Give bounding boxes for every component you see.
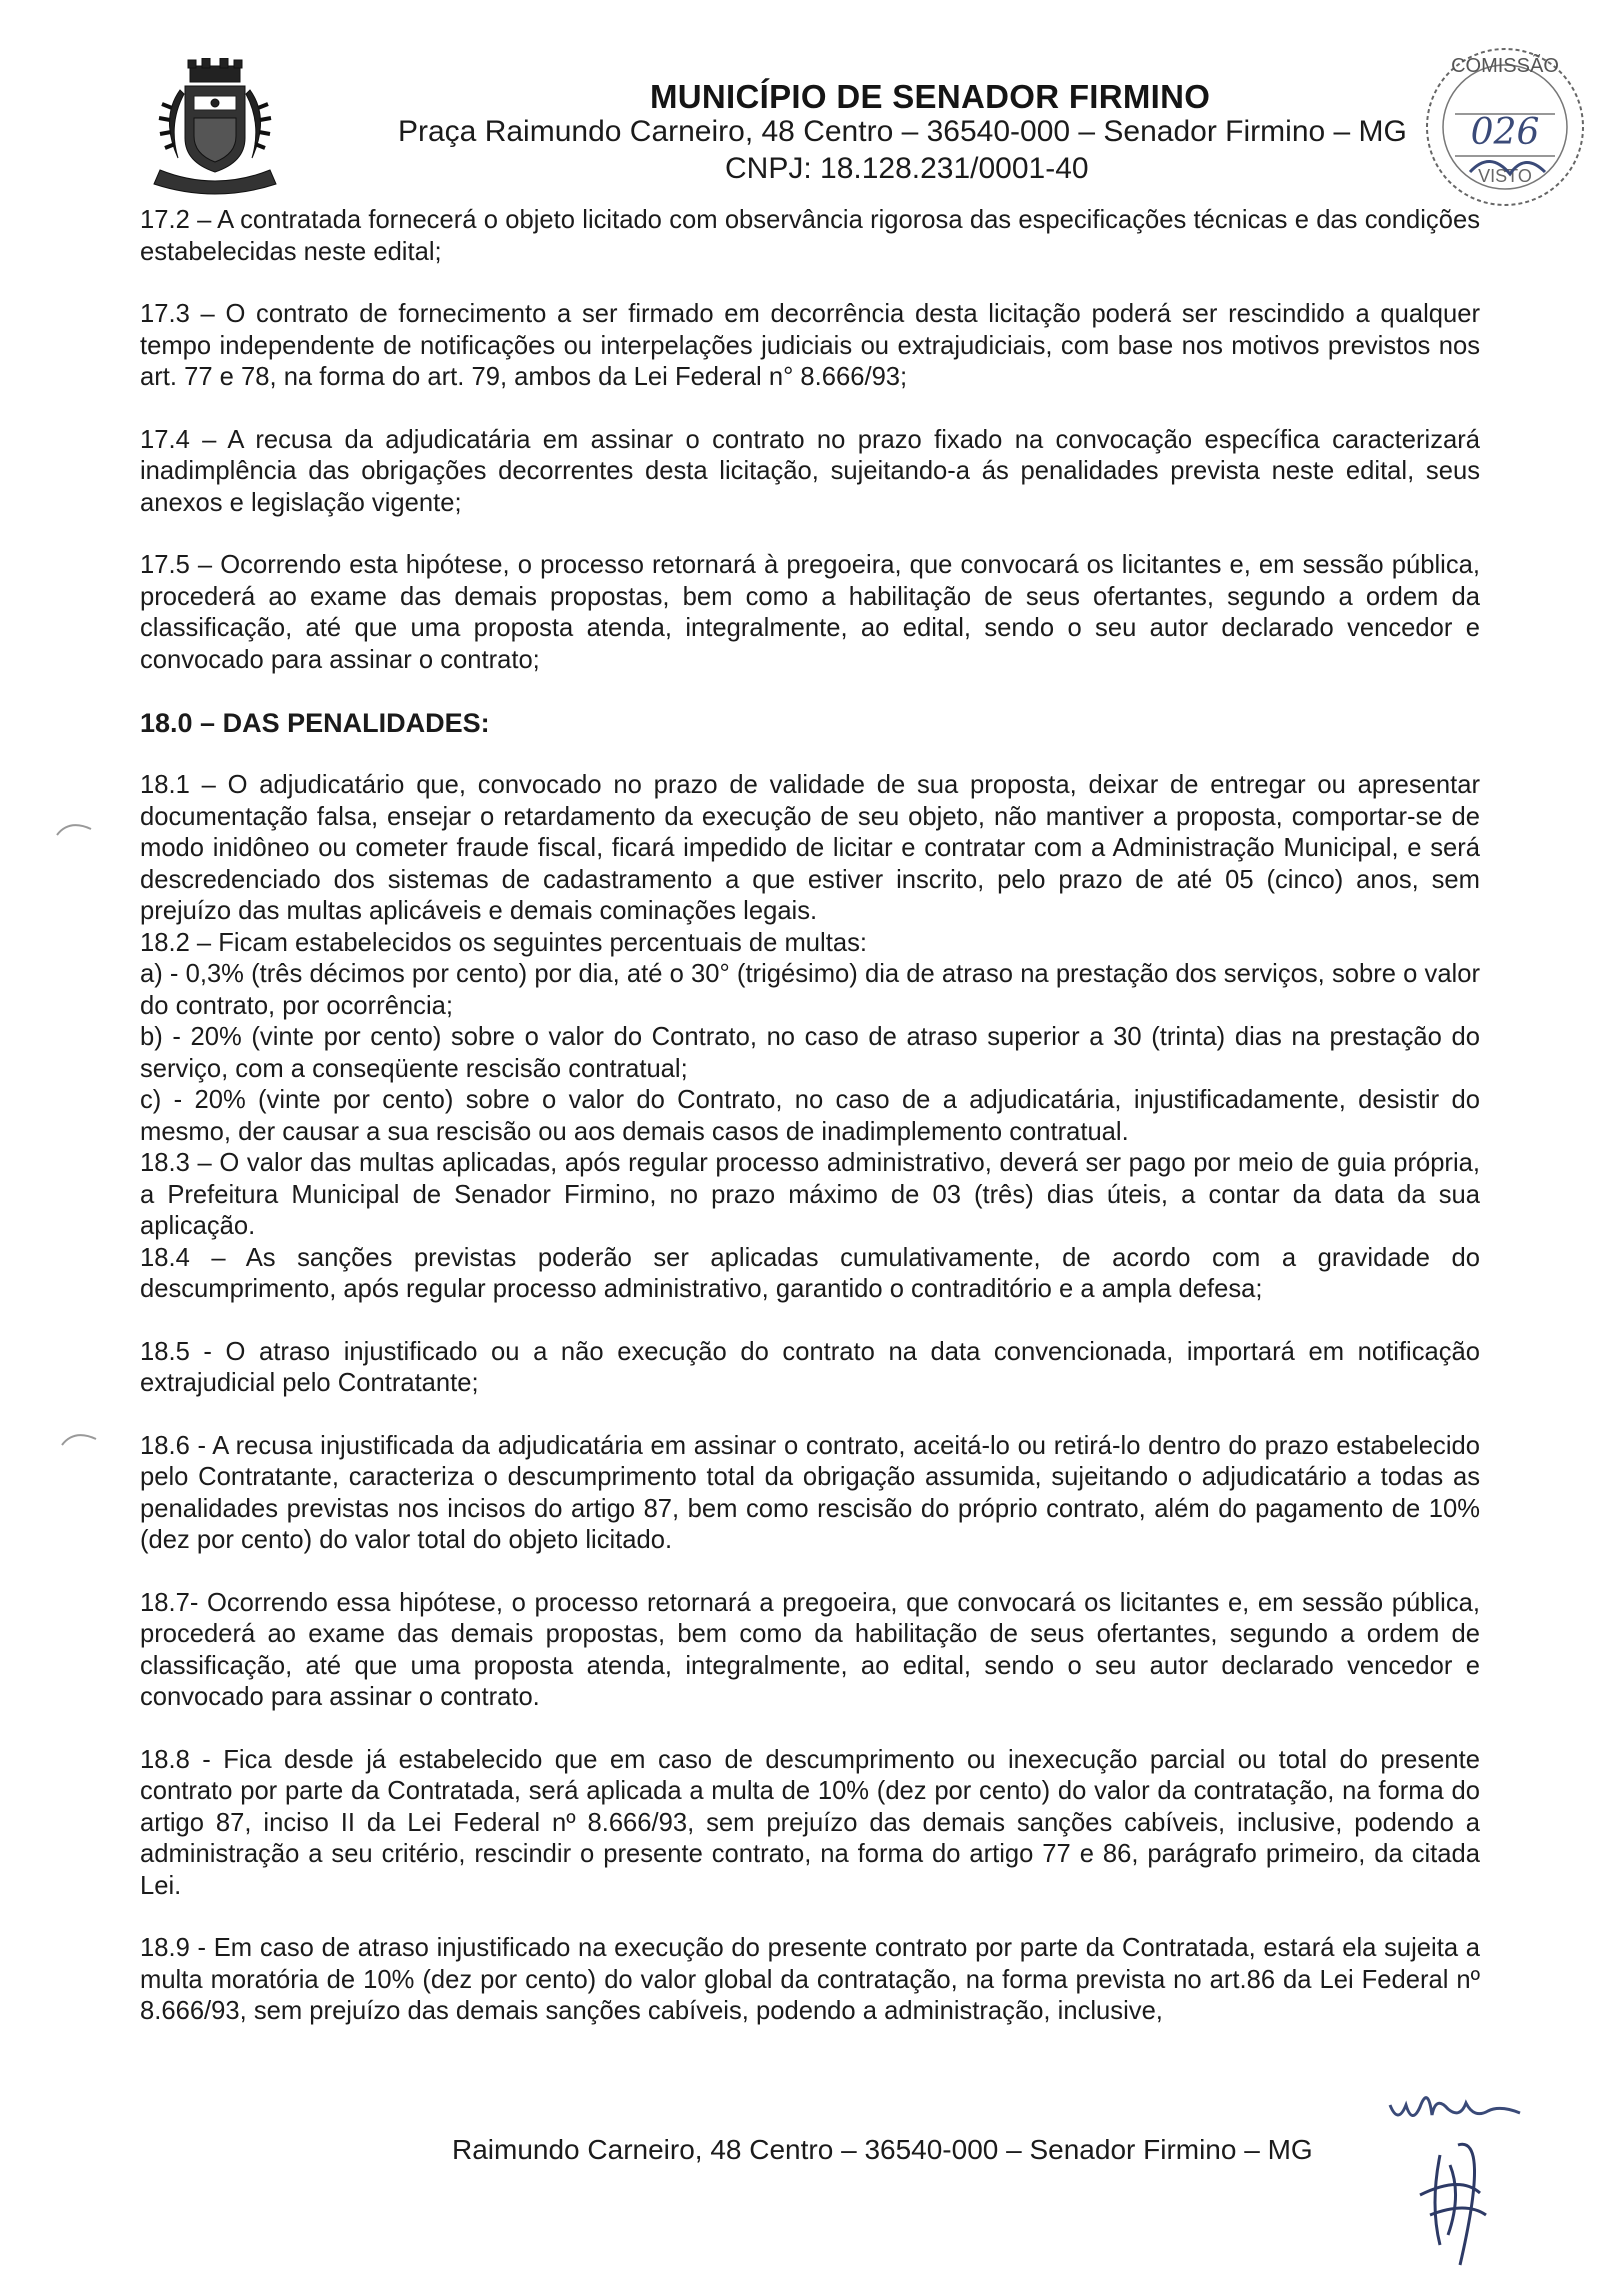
handwritten-signature <box>1370 2075 1550 2275</box>
footer-address: Raimundo Carneiro, 48 Centro – 36540-000 – Senador Firmino – MG <box>452 2134 1313 2165</box>
margin-mark <box>55 815 95 839</box>
clause-18-2: 18.2 – Ficam estabelecidos os seguintes percentuais de multas: <box>140 928 867 957</box>
clause-17-3: 17.3 – O contrato de fornecimento a ser firmado em decorrência desta licitação poderá ser rescindido a qualquer tempo independente de notificações ou interpelações judiciais ou extrajudiciais, com base nos motivos previstos nos art. 77 e 78, na forma do art. 79, ambos da Lei Federal n° 8.666/93; <box>140 300 1480 391</box>
municipal-crest-icon <box>150 58 280 198</box>
municipality-title: MUNICÍPIO DE SENADOR FIRMINO <box>650 78 1211 115</box>
clause-18-6: 18.6 - A recusa injustificada da adjudicatária em assinar o contrato, aceitá-lo ou retirá-lo dentro do prazo estabelecido pelo Contratante, caracteriza o descumprimento total da obrigação assumida, sujeitando o adjudicatário a todas as penalidades previstas nos incisos do artigo 87, bem como rescisão do próprio contrato, além do pagamento de 10% (dez por cento) do valor total do objeto licitado. <box>140 1431 1480 1554</box>
clause-17-4: 17.4 – A recusa da adjudicatária em assinar o contrato no prazo fixado na convocação específica caracterizará inadimplência das obrigações decorrentes desta licitação, sujeitando-a ás penalidades prevista neste edital, seus anexos e legislação vigente; <box>140 425 1480 517</box>
document-body <box>140 205 1480 2028</box>
clause-18-3: 18.3 – O valor das multas aplicadas, após regular processo administrativo, deverá ser pago por meio de guia própria, a Prefeitura Municipal de Senador Firmino, no prazo máximo de 03 (três) dias úteis, a contar da data da sua aplicação. <box>140 1149 1480 1240</box>
section-heading-penalties: 18.0 – DAS PENALIDADES: <box>140 708 490 738</box>
clause-18-8: 18.8 - Fica desde já estabelecido que em caso de descumprimento ou inexecução parcial ou total do presente contrato por parte da Contratada, será aplicada a multa de 10% (dez por cento) do valor da contratação, na forma do artigo 87, inciso II da Lei Federal nº 8.666/93, sem prejuízo das demais sanções cabíveis, inclusive, podendo a administração a seu critério, rescindir o presente contrato, na forma do artigo 77 e 86, parágrafo primeiro, da citada Lei. <box>140 1745 1480 1900</box>
clause-18-4: 18.4 – As sanções previstas poderão ser aplicadas cumulativamente, de acordo com a gravidade do descumprimento, após regular processo administrativo, garantido o contraditório e a ampla defesa; <box>140 1243 1480 1303</box>
clause-18-2-a: a) - 0,3% (três décimos por cento) por dia, até o 30° (trigésimo) dia de atraso na prestação dos serviços, sobre o valor do contrato, por ocorrência; <box>140 960 1480 1020</box>
commission-seal-stamp <box>1420 32 1590 222</box>
clause-18-7: 18.7- Ocorrendo essa hipótese, o processo retornará a pregoeira, que convocará os licitantes e, em sessão pública, procederá ao exame das demais propostas, bem como da habilitação de seus ofertantes, segundo a ordem de classificação, até que uma proposta atenda, integralmente, ao edital, sendo o seu autor declarado vencedor e convocado para assinar o contrato. <box>140 1588 1480 1711</box>
margin-mark <box>60 1425 100 1449</box>
clause-18-2-b: b) - 20% (vinte por cento) sobre o valor do Contrato, no caso de atraso superior a 30 (trinta) dias na prestação do serviço, com a conseqüente rescisão contratual; <box>140 1023 1480 1083</box>
clause-18-5: 18.5 - O atraso injustificado ou a não execução do contrato na data convencionada, importará em notificação extrajudicial pelo Contratante; <box>140 1337 1480 1397</box>
seal-top-text: COMISSÃO <box>1451 55 1559 77</box>
seal-bottom-text: VISTO <box>1478 166 1532 186</box>
seal-number: 026 <box>1470 112 1540 153</box>
clause-18-2-c: c) - 20% (vinte por cento) sobre o valor do Contrato, no caso de a adjudicatária, injustificadamente, desistir do mesmo, der causar a sua rescisão ou aos demais casos de inadimplemento contratual. <box>140 1086 1480 1146</box>
clause-18-9: 18.9 - Em caso de atraso injustificado na execução do presente contrato por parte da Contratada, estará ela sujeita a multa moratória de 10% (dez por cento) do valor global da contratação, na forma prevista no art.86 da Lei Federal nº 8.666/93, sem prejuízo das demais sanções cabíveis, podendo a administração, inclusive, <box>140 1934 1480 2025</box>
header-address: Praça Raimundo Carneiro, 48 Centro – 36540-000 – Senador Firmino – MG <box>398 115 1407 148</box>
clause-17-2: 17.2 – A contratada fornecerá o objeto licitado com observância rigorosa das especificações técnicas e das condições estabelecidas neste edital; <box>140 206 1480 266</box>
clause-17-5: 17.5 – Ocorrendo esta hipótese, o processo retornará à pregoeira, que convocará os licitantes e, em sessão pública, procederá ao exame das demais propostas, bem como a habilitação de seus ofertantes, segundo a ordem da classificação, até que uma proposta atenda, integralmente, ao edital, sendo o seu autor declarado vencedor e convocado para assinar o contrato; <box>140 551 1480 674</box>
header-cnpj: CNPJ: 18.128.231/0001-40 <box>725 152 1089 185</box>
clause-18-1: 18.1 – O adjudicatário que, convocado no prazo de validade de sua proposta, deixar de entregar ou apresentar documentação falsa, ensejar o retardamento da execução de seu objeto, não mantiver a proposta, comportar-se de modo inidôneo ou cometer fraude fiscal, ficará impedido de licitar e contratar com a Administração Municipal, e será descredenciado dos sistemas de cadastramento a que estiver inscrito, pelo prazo de até 05 (cinco) anos, sem prejuízo das multas aplicáveis e demais cominações legais. <box>140 771 1480 925</box>
